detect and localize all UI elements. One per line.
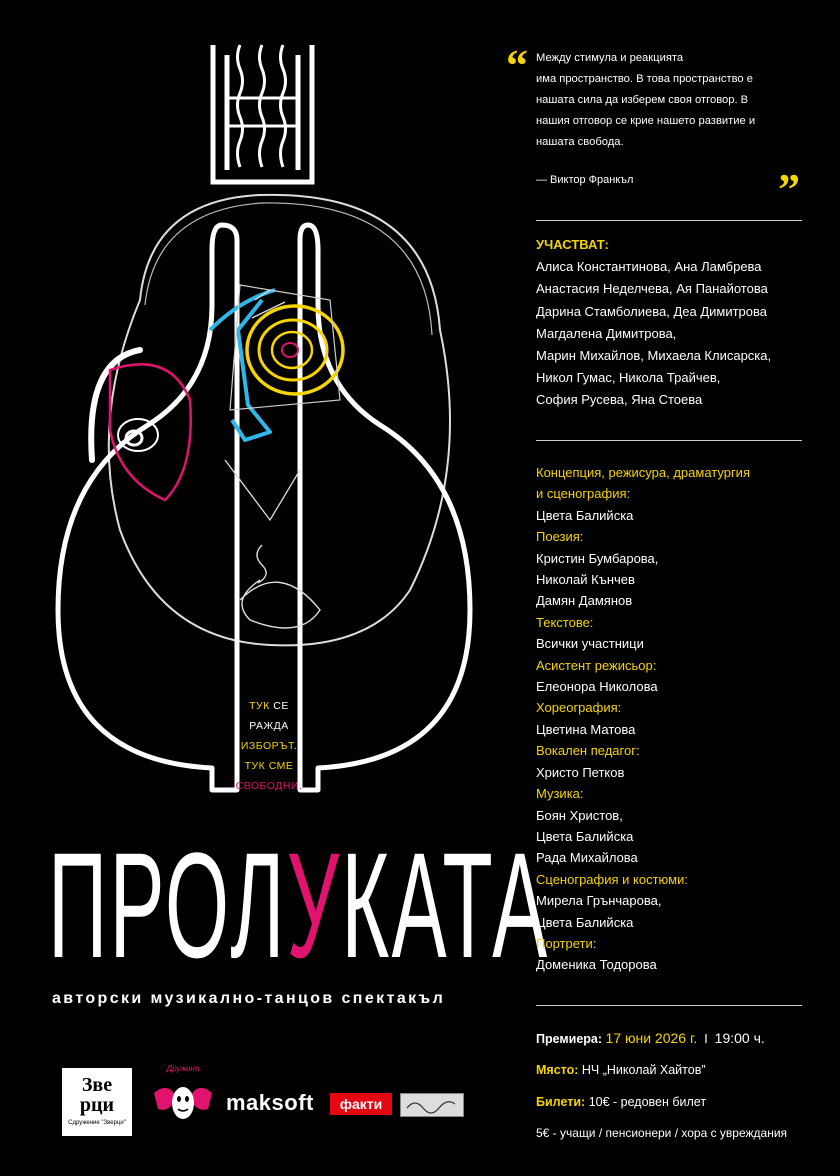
druzhina-logo: Дружина: [150, 1064, 216, 1138]
participants-section: [536, 234, 806, 412]
venue: НЧ „Николай Хайтов”: [581, 1063, 706, 1077]
credit-name: Дамян Дамянов: [536, 593, 633, 609]
quote-line: нашия отговор се крие нашето развитие и: [536, 115, 756, 127]
tickets-label: Билети:: [536, 1095, 586, 1109]
show-subtitle: авторски музикално-танцов спектакъл: [52, 990, 446, 1007]
participants-line: Никол Гумас, Никола Трайчев,: [536, 370, 721, 386]
credit-name: Мирела Грънчарова,: [536, 893, 662, 909]
divider: [536, 220, 802, 221]
credit-role: Портрети:: [536, 935, 597, 951]
credit-role: Асистент режисьор:: [536, 657, 657, 673]
credit-role: Сценография и костюми:: [536, 871, 688, 887]
quote-close-icon: ”: [778, 165, 800, 214]
ticket-regular: 10€ - редовен билет: [588, 1095, 707, 1109]
separator: I: [704, 1032, 708, 1046]
venue-label: Място:: [536, 1063, 579, 1077]
head-outline: [109, 195, 450, 646]
premiere-time: 19:00 ч.: [714, 1030, 765, 1046]
credit-name: Цвета Балийска: [536, 828, 634, 844]
quote-author: — Виктор Франкъл: [536, 174, 634, 186]
mask-icon: [150, 1073, 216, 1135]
quote-line: нашата сила да изберем своя отговор. В: [536, 94, 749, 106]
venue-info: [536, 1063, 826, 1077]
guitar-body-outline: [58, 225, 237, 790]
credit-role: Поезия:: [536, 529, 584, 545]
credit-name: Рада Михайлова: [536, 850, 638, 866]
credit-name: Всички участници: [536, 636, 644, 652]
participants-line: Магдалена Димитрова,: [536, 325, 677, 341]
premiere-label: Премиера:: [536, 1032, 603, 1046]
credit-role: Текстове:: [536, 614, 594, 630]
credit-role: Музика:: [536, 786, 584, 802]
divider: [536, 440, 802, 441]
credit-name: Цвета Балийска: [536, 507, 634, 523]
credit-name: Боян Христов,: [536, 807, 623, 823]
signature-icon: [401, 1094, 463, 1116]
quote-open-icon: “: [506, 41, 528, 90]
credit-name: Николай Кънчев: [536, 572, 635, 588]
credit-role: Хореография:: [536, 700, 622, 716]
maksoft-logo: maksoft: [226, 1090, 314, 1115]
guitar-head-icon: [213, 45, 312, 182]
credit-name: Кристин Бумбарова,: [536, 550, 659, 566]
participants-line: Марин Михайлов, Михаела Клисарска,: [536, 348, 772, 364]
participants-line: Анастасия Неделчева, Ая Панайотова: [536, 281, 768, 297]
participants-heading: УЧАСТВАТ:: [536, 237, 609, 252]
participants-line: Алиса Константинова, Ана Ламбрева: [536, 259, 762, 275]
divider: [536, 1005, 802, 1006]
credit-name: Цвета Балийска: [536, 914, 634, 930]
zvertsi-logo: Зве рци Сдружение "Зверци": [62, 1068, 132, 1136]
show-title: ПРОЛУКАТА: [48, 821, 550, 989]
credit-role: и сценография:: [536, 486, 631, 502]
premiere-date: 17 юни 2026 г.: [605, 1030, 698, 1046]
quote-line: има пространство. В това пространство е: [536, 73, 753, 85]
ticket-reduced: 5€ - учащи / пенсионери / хора с увреждания: [536, 1126, 788, 1140]
participants-line: София Русева, Яна Стоева: [536, 392, 703, 408]
credit-role: Концепция, режисура, драматургия: [536, 465, 750, 480]
credit-name: Доменика Тодорова: [536, 957, 657, 973]
quote-line: Между стимула и реакцията: [536, 52, 684, 64]
credits-section: [536, 462, 806, 976]
tickets-info: [536, 1095, 826, 1109]
sponsor-logo: [400, 1093, 464, 1117]
participants-line: Дарина Стамболиева, Деа Димитрова: [536, 303, 767, 319]
fakti-logo: факти: [330, 1093, 392, 1115]
credit-role: Вокален педагог:: [536, 743, 640, 759]
credit-name: Христо Петков: [536, 764, 625, 780]
quote-line: нашата свобода.: [536, 136, 624, 148]
premiere-info: [536, 1030, 826, 1046]
credit-name: Елеонора Николова: [536, 679, 658, 695]
tagline: ТУК СЕ РАЖДА ИЗБОРЪТ. ТУК СМЕ СВОБОДНИ.: [235, 700, 303, 792]
credit-name: Цветина Матова: [536, 721, 636, 737]
